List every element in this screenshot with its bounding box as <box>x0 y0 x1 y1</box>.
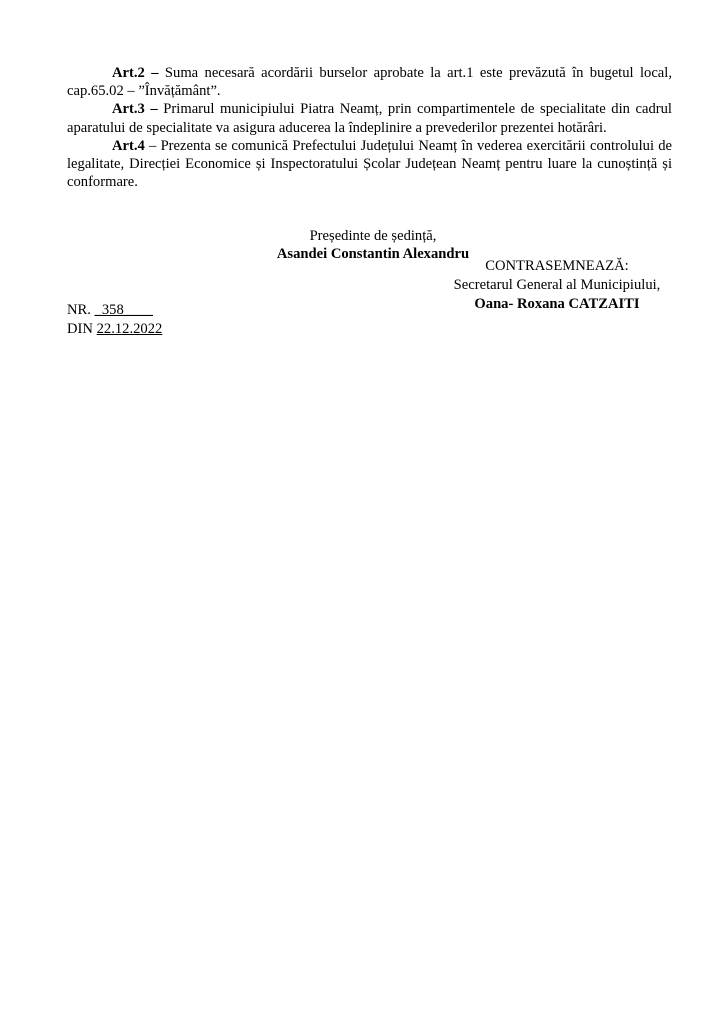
article-3 <box>67 100 672 136</box>
article-4 <box>67 137 672 192</box>
countersign-heading: CONTRASEMNEAZĂ: <box>485 258 629 274</box>
president-title: Președinte de ședință, <box>309 228 437 244</box>
article-label: Art.2 – <box>112 65 159 81</box>
president-name: Asandei Constantin Alexandru <box>276 246 470 262</box>
countersign-name: Oana- Roxana CATZAITI <box>474 296 640 312</box>
registry-date <box>67 320 162 339</box>
registry-block <box>67 301 162 339</box>
countersign-block <box>442 257 672 314</box>
nr-value: _358____ <box>94 302 153 318</box>
article-label: Art.3 – <box>112 101 158 118</box>
din-value: 22.12.2022 <box>96 321 163 337</box>
countersign-role: Secretarul General al Municipiului, <box>453 277 661 293</box>
article-text: Primarul municipiului Piatra Neamț, prin compartimentele de specialitate din cadrul aparatului de specialitate va asigura aducerea la îndeplinire a prevederilor prezentei hotărâri. <box>67 101 672 136</box>
article-label: Art.4 <box>112 137 145 154</box>
article-2 <box>67 64 672 100</box>
article-text: Suma necesară acordării burselor aprobate la art.1 este prevăzută în bugetul local, cap.65.02 – ”Învățământ”. <box>67 65 672 100</box>
nr-label: NR. <box>67 302 91 318</box>
article-text: – Prezenta se comunică Prefectului Județului Neamț în vederea exercitării controlului de legalitate, Direcției Economice și Inspectoratului Școlar Județean Neamț pentru luare la cunoștință și conformare. <box>67 137 672 191</box>
articles-section <box>67 64 672 191</box>
din-label: DIN <box>67 321 93 337</box>
registry-number <box>67 301 162 320</box>
